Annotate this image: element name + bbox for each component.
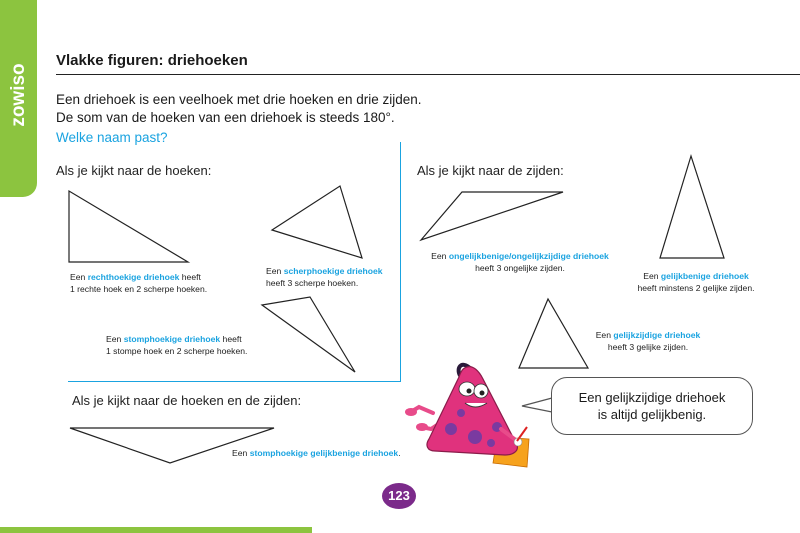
intro-line-1: Een driehoek is een veelhoek met drie hoeken en drie zijden. <box>56 92 422 107</box>
caption-scalene: Een ongelijkbenige/ongelijkzijdige driehoek heeft 3 ongelijke zijden. <box>431 251 609 273</box>
obtuse-triangle <box>262 297 355 372</box>
bubble-tail <box>520 396 554 416</box>
question: Welke naam past? <box>56 130 168 145</box>
page-number: 123 <box>382 483 416 509</box>
speech-bubble-line-1: Een gelijkzijdige driehoek <box>578 390 726 405</box>
brand-logo-text: zowiso <box>8 63 30 127</box>
section-sides: Als je kijkt naar de zijden: <box>417 163 564 178</box>
caption-obtuse: Een stomphoekige driehoek heeft 1 stompe hoek en 2 scherpe hoeken. <box>106 334 248 356</box>
isosceles-triangle <box>660 156 724 258</box>
caption-acute: Een scherphoekige driehoek heeft 3 scherpe hoeken. <box>266 266 383 288</box>
section-both: Als je kijkt naar de hoeken en de zijden: <box>72 393 302 408</box>
intro-line-2: De som van de hoeken van een driehoek is steeds 180°. <box>56 110 395 125</box>
caption-right: Een rechthoekige driehoek heeft 1 rechte hoek en 2 scherpe hoeken. <box>70 272 208 294</box>
caption-isosceles: Een gelijkbenige driehoek heeft minstens 2 gelijke zijden. <box>637 271 755 293</box>
section-angles: Als je kijkt naar de hoeken: <box>56 163 212 178</box>
speech-bubble <box>551 377 753 435</box>
caption-equilateral: Een gelijkzijdige driehoek heeft 3 gelijke zijden. <box>595 330 701 352</box>
acute-triangle <box>272 186 362 258</box>
bottom-accent-bar <box>0 527 312 533</box>
caption-obtuse-isosceles: Een stomphoekige gelijkbenige driehoek. <box>232 448 401 458</box>
page-title: Vlakke figuren: driehoeken <box>56 52 248 69</box>
right-triangle <box>69 191 188 262</box>
speech-bubble-line-2: is altijd gelijkbenig. <box>597 407 707 422</box>
scalene-triangle <box>421 192 563 240</box>
